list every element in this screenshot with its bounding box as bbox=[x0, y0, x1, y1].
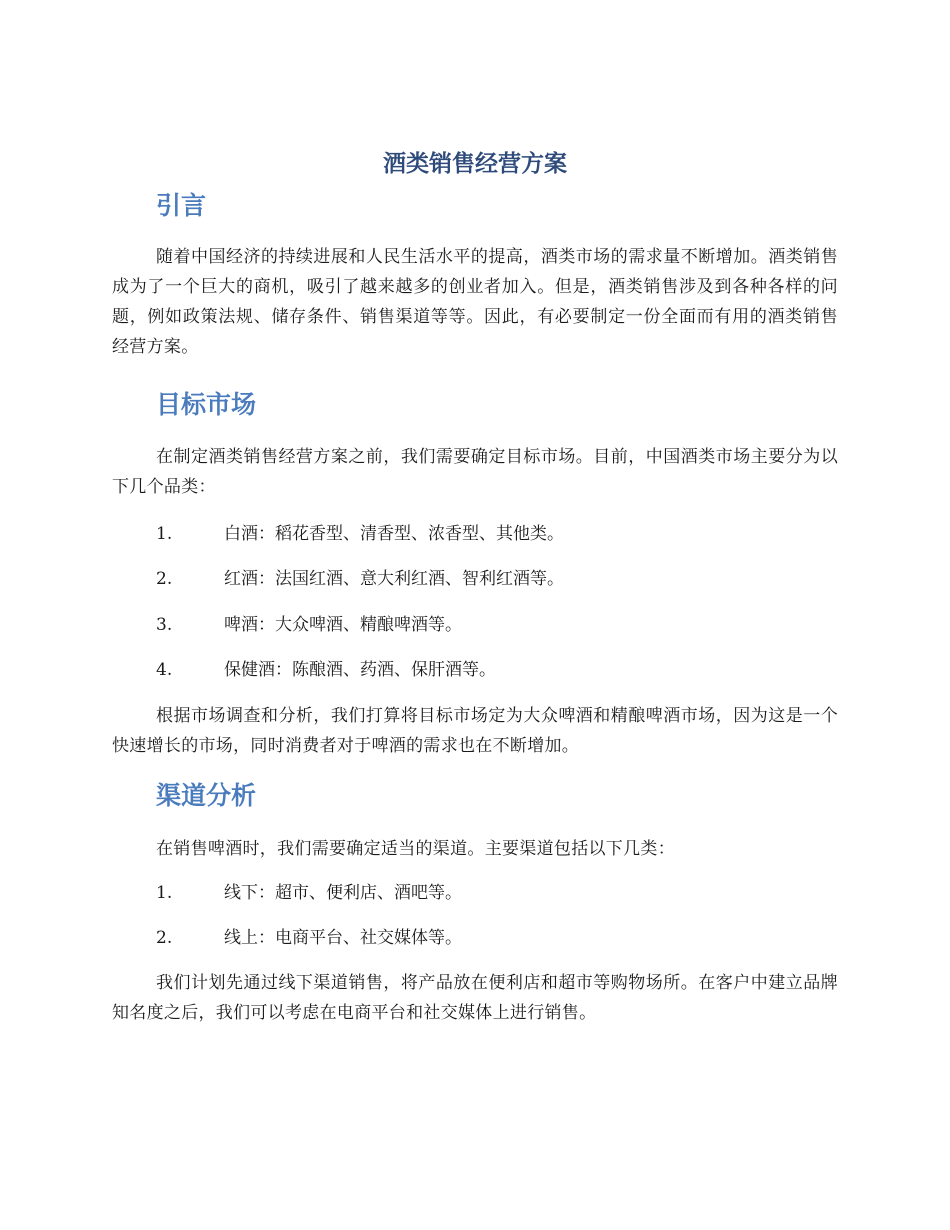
list-item bbox=[156, 521, 564, 547]
list-item bbox=[156, 612, 462, 638]
heading-intro: 引言 bbox=[156, 191, 207, 220]
list-item-number: 4. bbox=[156, 660, 173, 680]
list-item-number: 3. bbox=[156, 615, 173, 635]
list-item bbox=[156, 657, 496, 683]
intro-paragraph: 随着中国经济的持续进展和人民生活水平的提高，酒类市场的需求量不断增加。酒类销售成为了一个巨大的商机，吸引了越来越多的创业者加入。但是，酒类销售涉及到各种各样的问题，例如政策法规、储存条件、销售渠道等等。因此，有必要制定一份全面而有用的酒类销售经营方案。 bbox=[112, 247, 838, 357]
target-paragraph-1: 在制定酒类销售经营方案之前，我们需要确定目标市场。目前，中国酒类市场主要分为以下几个品类： bbox=[112, 447, 838, 497]
target-paragraph-2: 根据市场调查和分析，我们打算将目标市场定为大众啤酒和精酿啤酒市场，因为这是一个快速增长的市场，同时消费者对于啤酒的需求也在不断增加。 bbox=[112, 706, 838, 756]
channel-paragraph-2: 我们计划先通过线下渠道销售，将产品放在便利店和超市等购物场所。在客户中建立品牌知名度之后，我们可以考虑在电商平台和社交媒体上进行销售。 bbox=[112, 973, 838, 1023]
list-item-text: 红酒：法国红酒、意大利红酒、智利红酒等。 bbox=[224, 569, 564, 589]
list-item-text: 线上：电商平台、社交媒体等。 bbox=[224, 928, 462, 948]
list-item bbox=[156, 566, 564, 592]
list-item-number: 1. bbox=[156, 883, 173, 903]
list-item-text: 保健酒：陈酿酒、药酒、保肝酒等。 bbox=[224, 660, 496, 680]
channel-paragraph-1: 在销售啤酒时，我们需要确定适当的渠道。主要渠道包括以下几类： bbox=[156, 839, 675, 859]
list-item-number: 2. bbox=[156, 569, 173, 589]
list-item-text: 白酒：稻花香型、清香型、浓香型、其他类。 bbox=[224, 524, 564, 544]
heading-target-market: 目标市场 bbox=[156, 390, 257, 419]
list-item bbox=[156, 925, 462, 951]
list-item bbox=[156, 880, 462, 906]
list-item-number: 2. bbox=[156, 928, 173, 948]
heading-channel-analysis: 渠道分析 bbox=[156, 781, 257, 810]
list-item-number: 1. bbox=[156, 524, 173, 544]
list-item-text: 啤酒：大众啤酒、精酿啤酒等。 bbox=[224, 615, 462, 635]
document-title: 酒类销售经营方案 bbox=[383, 151, 567, 177]
list-item-text: 线下：超市、便利店、酒吧等。 bbox=[224, 883, 462, 903]
